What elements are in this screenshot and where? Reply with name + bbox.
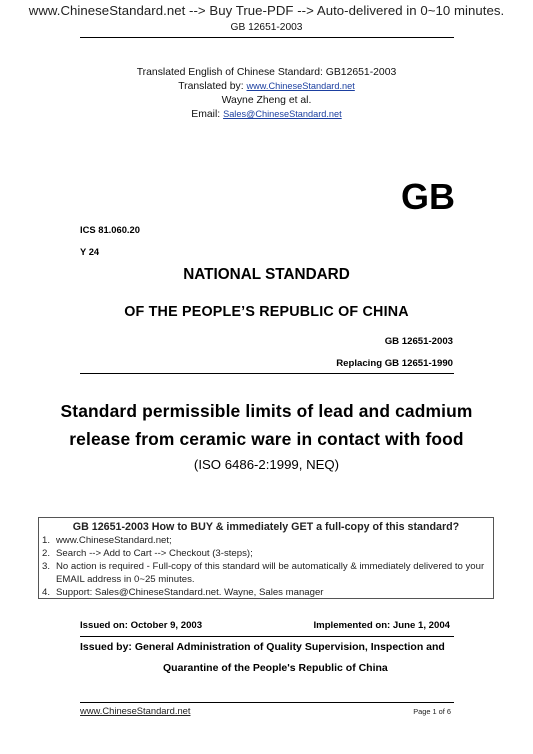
implemented-date: Implemented on: June 1, 2004 (313, 620, 450, 631)
list-item: 1. www.ChineseStandard.net; (42, 535, 172, 546)
document-title-line1: Standard permissible limits of lead and cadmium (60, 401, 473, 421)
issuer-line2: Quarantine of the People's Republic of China (163, 662, 388, 674)
iso-reference: (ISO 6486-2:1999, NEQ) (193, 457, 340, 472)
list-item: 4. Support: Sales@ChineseStandard.net. Wayne, Sales manager (42, 586, 324, 598)
list-item: 3. No action is required - Full-copy of this standard will be automatically & immediately delivered to your EMAIL address in 0~25 minutes. (42, 560, 485, 585)
dates-divider (80, 636, 454, 637)
title-divider (80, 373, 454, 374)
issued-date: Issued on: October 9, 2003 (80, 620, 203, 631)
email-label: Email: (191, 109, 224, 120)
header-standard-code: GB 12651-2003 (230, 22, 303, 33)
page-number: Page 1 of 6 (413, 707, 451, 716)
top-banner: www.ChineseStandard.net --> Buy True-PDF --> Auto-delivered in 0~10 minutes. (28, 3, 505, 18)
email-link[interactable]: Sales@ChineseStandard.net (223, 109, 342, 119)
footer-site-link[interactable]: www.ChineseStandard.net (80, 705, 191, 716)
ics-code: ICS 81.060.20 (80, 224, 140, 235)
translation-line: Translated English of Chinese Standard: GB12651-2003 (136, 67, 397, 78)
translated-by (0, 81, 533, 92)
prc-heading: OF THE PEOPLE’S REPUBLIC OF CHINA (124, 304, 409, 320)
translator-name: Wayne Zheng et al. (221, 95, 312, 106)
national-standard-heading: NATIONAL STANDARD (183, 266, 350, 283)
buy-steps-list (42, 535, 496, 600)
issuer-line1: Issued by: General Administration of Quality Supervision, Inspection and (80, 641, 445, 653)
buy-step-site[interactable]: www.ChineseStandard.net; (56, 535, 172, 546)
gb-mark: GB (401, 176, 455, 217)
standard-number: GB 12651-2003 (384, 336, 453, 347)
replacing-standard: Replacing GB 12651-1990 (336, 358, 453, 369)
buy-info-box (38, 517, 494, 599)
list-item: 2. Search --> Add to Cart --> Checkout (3-steps); (42, 547, 253, 559)
buy-box-title: GB 12651-2003 How to BUY & immediately GET a full-copy of this standard? (72, 521, 460, 533)
translator-site-link[interactable]: www.ChineseStandard.net (246, 81, 355, 91)
translated-by-label: Translated by: (178, 81, 247, 92)
document-title-line2: release from ceramic ware in contact with food (69, 429, 464, 449)
classification-code: Y 24 (80, 246, 100, 257)
email-line (0, 109, 533, 120)
footer-divider (80, 702, 454, 703)
header-divider (80, 37, 454, 38)
